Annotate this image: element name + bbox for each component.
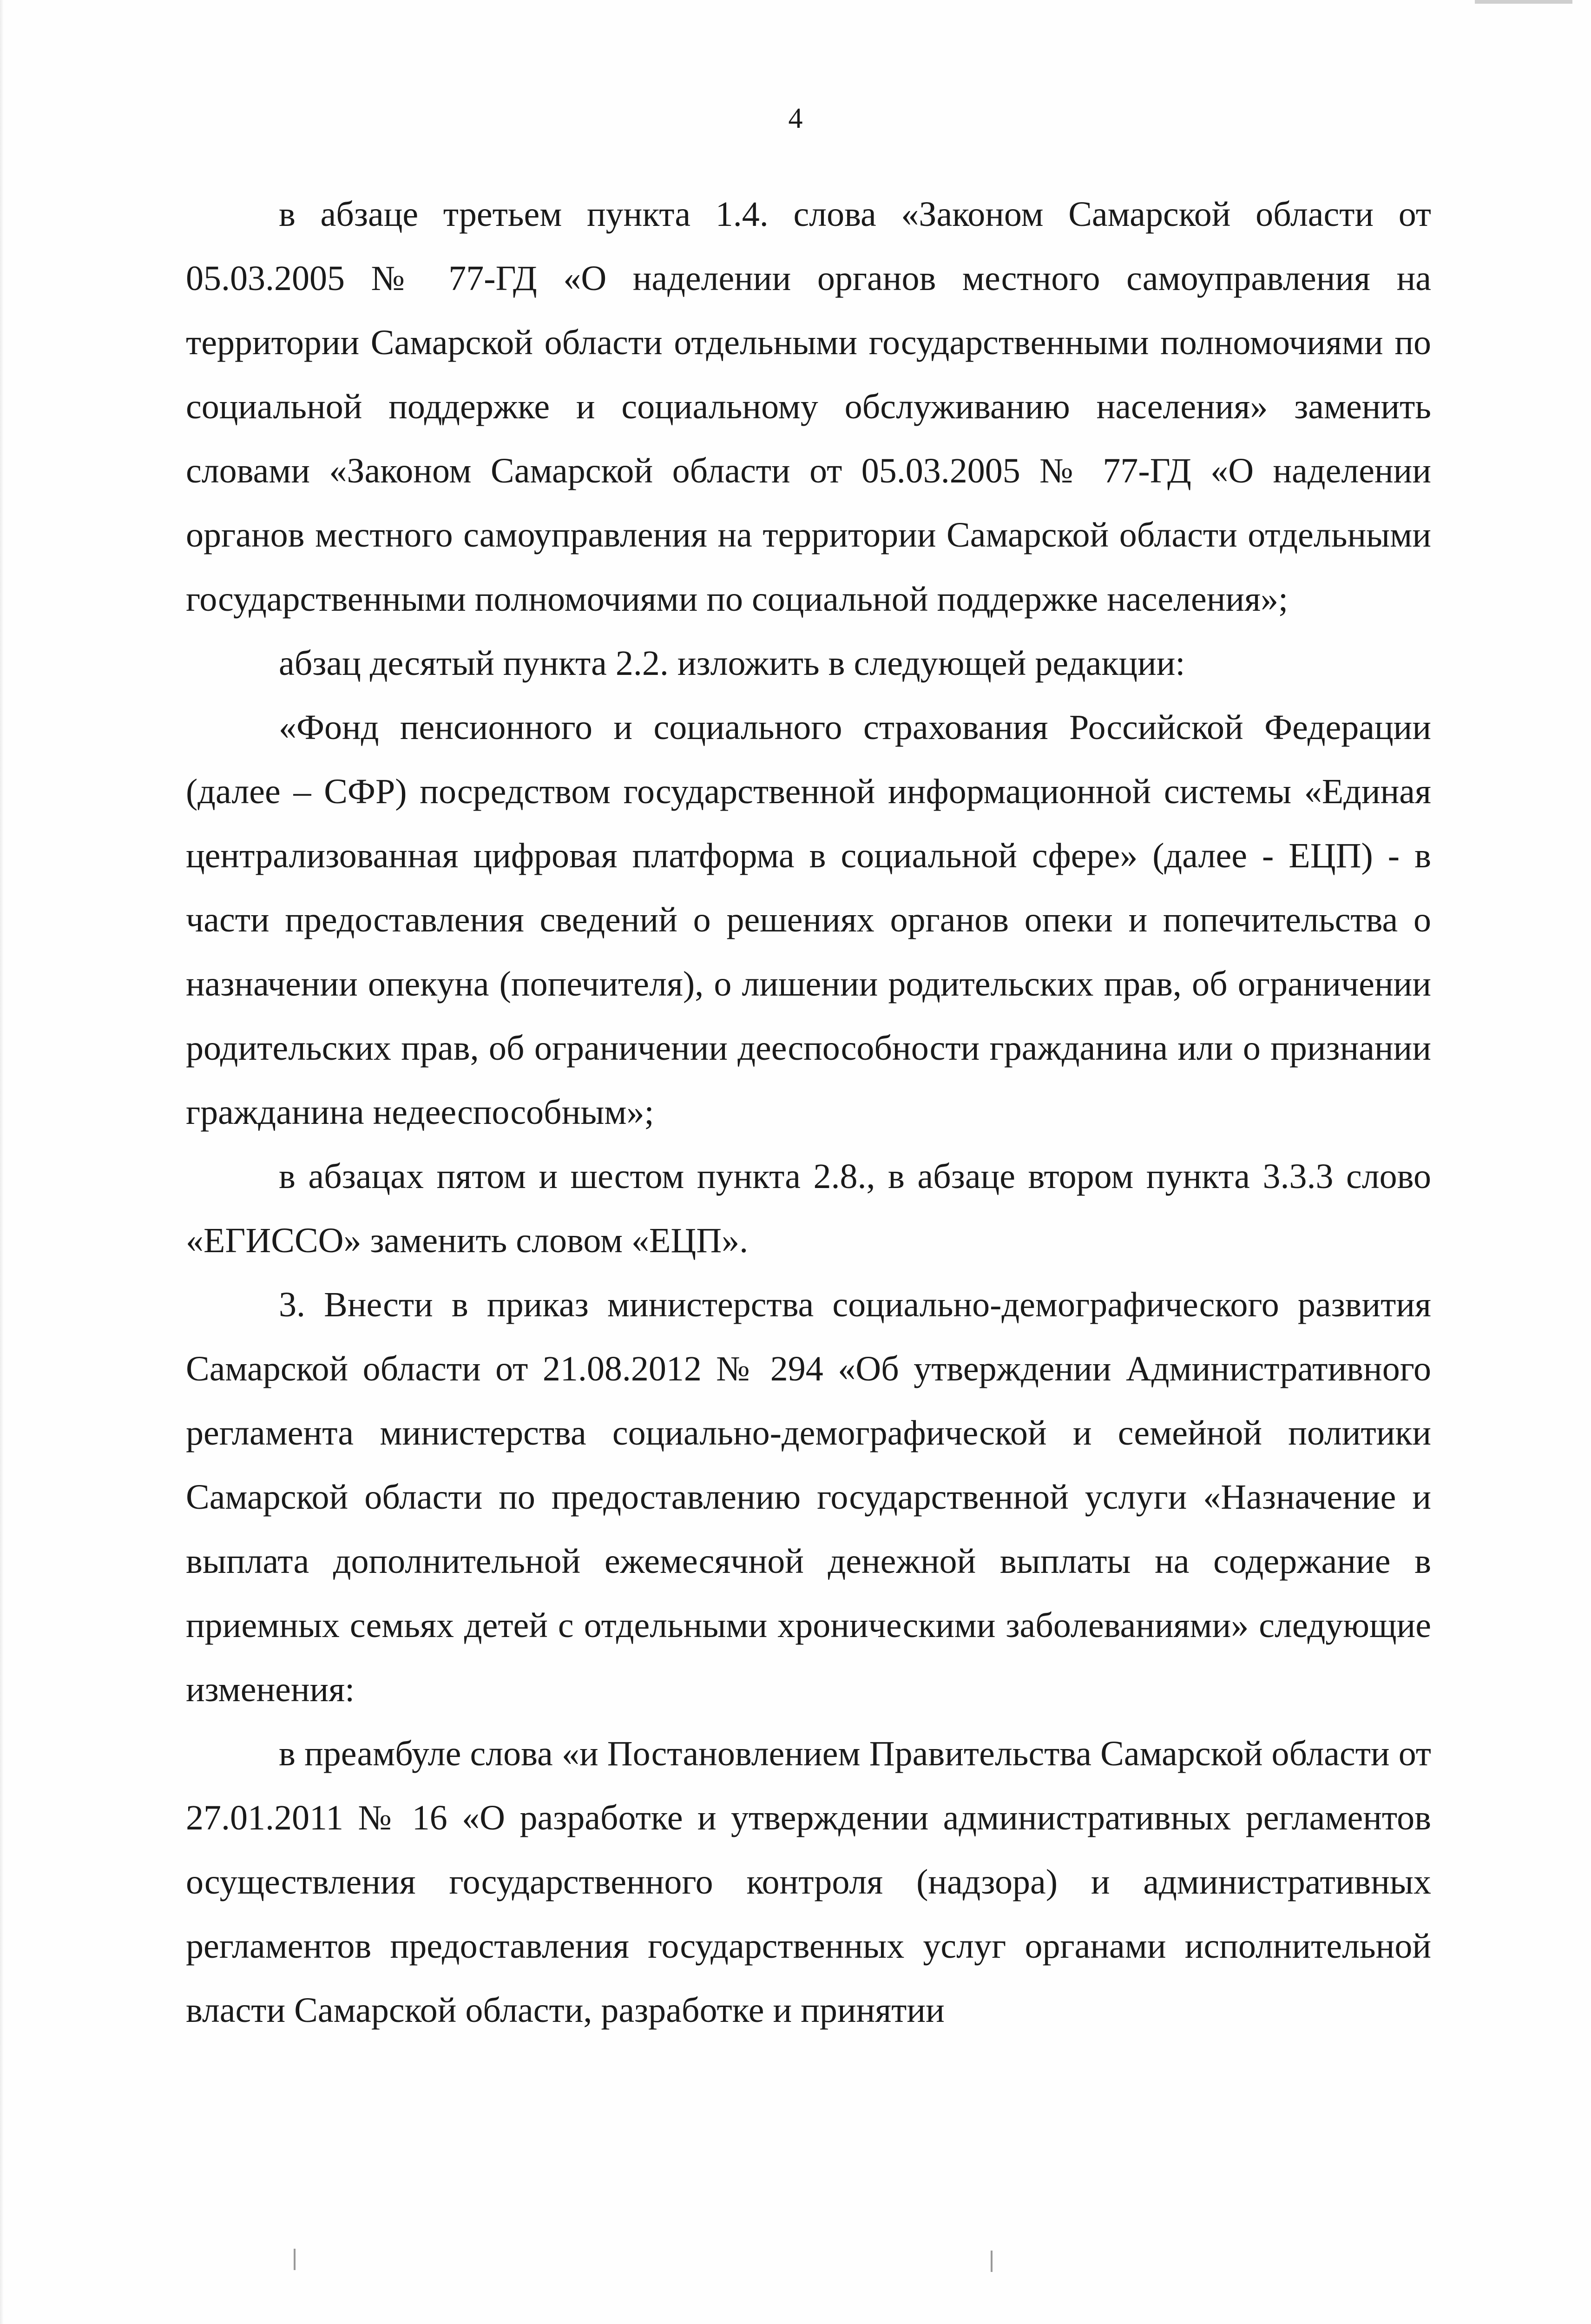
scan-edge-shadow: [0, 0, 4, 2324]
paragraph-item-3: 3. Внести в приказ министерства социально-демографического развития Самарской области от 21.08.2012 № 294 «Об утверждении Административного регламента министерства социально-демографической и семейной политики Самарской области по предоставлению государственной услуги «Назначение и выплата дополнительной ежемесячной денежной выплаты на содержание в приемных семьях детей с отдельными хроническими заболеваниями» следующие изменения:: [186, 1285, 1431, 1709]
paragraph-sfr-definition: «Фонд пенсионного и социального страхования Российской Федерации (далее – СФР) посредством государственной информационной системы «Единая централизованная цифровая платформа в социальной сфере» (далее - ЕЦП) - в части предоставления сведений о решениях органов опеки и попечительства о назначении опекуна (попечителя), о лишении родительских прав, об ограничении родительских прав, об ограничении дееспособности гражданина или о признании гражданина недееспособным»;: [186, 708, 1431, 1132]
scan-mark-right: [991, 2251, 993, 2272]
scan-mark-left: [294, 2249, 296, 2270]
page-number: 4: [788, 103, 803, 134]
paragraph-clause-2-2-heading: абзац десятый пункта 2.2. изложить в следующей редакции:: [279, 644, 1185, 683]
document-body: [186, 182, 1431, 2042]
paragraph-preamble: в преамбуле слова «и Постановлением Правительства Самарской области от 27.01.2011 № 16 «О разработке и утверждении административных регламентов осуществления государственного контроля (надзора) и административных регламентов предоставления государственных услуг органами исполнительной власти Самарской области, разработке и принятии: [186, 1734, 1431, 2030]
scan-top-rule: [1475, 0, 1572, 4]
paragraph-clause-2-8: в абзацах пятом и шестом пункта 2.8., в абзаце втором пункта 3.3.3 слово «ЕГИССО» заменить словом «ЕЦП».: [186, 1157, 1431, 1260]
paragraph-amend-clause-1-4: в абзаце третьем пункта 1.4. слова «Законом Самарской области от 05.03.2005 № 77-ГД «О наделении органов местного самоуправления на территории Самарской области отдельными государственными полномочиями по социальной поддержке и социальному обслуживанию населения» заменить словами «Законом Самарской области от 05.03.2005 № 77-ГД «О наделении органов местного самоуправления на территории Самарской области отдельными государственными полномочиями по социальной поддержке населения»;: [186, 195, 1431, 619]
